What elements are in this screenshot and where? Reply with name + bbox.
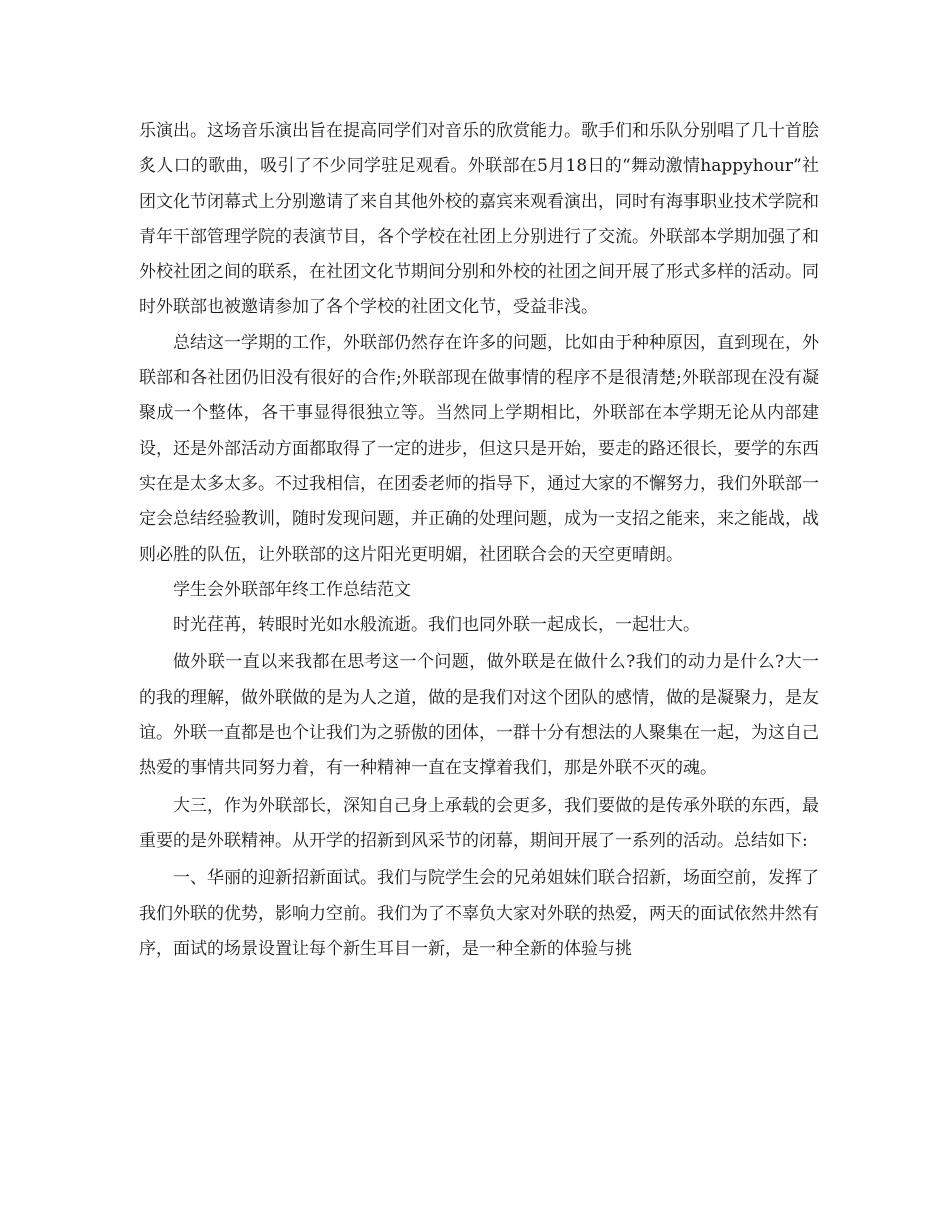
paragraph-5: 大三，作为外联部长，深知自己身上承载的会更多，我们要做的是传承外联的东西，最重要的是外联精神。从开学的招新到风采节的闭幕，期间开展了一系列的活动。总结如下:: [139, 795, 819, 851]
paragraph-1: 乐演出。这场音乐演出旨在提高同学们对音乐的欣赏能力。歌手们和乐队分别唱了几十首脍炙人口的歌曲，吸引了不少同学驻足观看。外联部在5月18日的“舞动激情happyhour”社团文化节闭幕式上分别邀请了来自其他外校的嘉宾来观看演出，同时有海事职业技术学院和青年干部管理学院的表演节目，各个学校在社团上分别进行了交流。外联部本学期加强了和外校社团之间的联系，在社团文化节期间分别和外校的社团之间开展了形式多样的活动。同时外联部也被邀请参加了各个学校的社团文化节，受益非浅。: [139, 121, 819, 318]
document-body: [139, 114, 819, 967]
paragraph-4: 做外联一直以来我都在思考这一个问题，做外联是在做什么?我们的动力是什么?大一的我的理解，做外联做的是为人之道，做的是我们对这个团队的感情，做的是凝聚力，是友谊。外联一直都是也个让我们为之骄傲的团体，一群十分有想法的人聚集在一起，为这自己热爱的事情共同努力着，有一种精神一直在支撑着我们，那是外联不灭的魂。: [139, 652, 819, 779]
section-heading: 学生会外联部年终工作总结范文: [173, 579, 411, 600]
paragraph-2: 总结这一学期的工作，外联部仍然存在许多的问题，比如由于种种原因，直到现在，外联部和各社团仍旧没有很好的合作;外联部现在做事情的程序不是很清楚;外联部现在没有凝聚成一个整体，各干事显得很独立等。当然同上学期相比，外联部在本学期无论从内部建设，还是外部活动方面都取得了一定的进步，但这只是开始，要走的路还很长，要学的东西实在是太多太多。不过我相信，在团委老师的指导下，通过大家的不懈努力，我们外联部一定会总结经验教训，随时发现问题，并正确的处理问题，成为一支招之能来，来之能战，战则必胜的队伍，让外联部的这片阳光更明媚，社团联合会的天空更晴朗。: [139, 332, 819, 565]
paragraph-3: 时光荏苒，转眼时光如水般流逝。我们也同外联一起成长，一起壮大。: [173, 615, 700, 636]
paragraph-6: 一、华丽的迎新招新面试。我们与院学生会的兄弟姐妹们联合招新，场面空前，发挥了我们外联的优势，影响力空前。我们为了不辜负大家对外联的热爱，两天的面试依然井然有序，面试的场景设置让每个新生耳目一新，是一种全新的体验与挑: [139, 868, 819, 959]
